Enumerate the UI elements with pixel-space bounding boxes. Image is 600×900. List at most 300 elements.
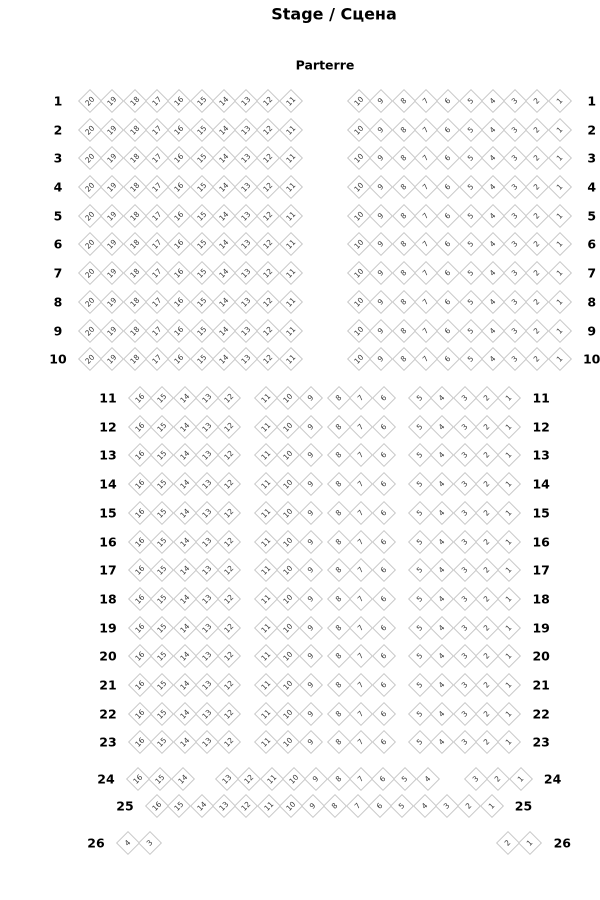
seat-row11-num2[interactable] [475,386,499,410]
seat-row22-num8[interactable] [327,702,351,726]
seat-row7-num1[interactable] [548,261,572,285]
seat-row21-num5[interactable] [408,673,432,697]
seat-row3-num18[interactable] [123,146,147,170]
seat-row1-num15[interactable] [189,89,213,113]
seat-row20-num12[interactable] [217,644,241,668]
seat-row18-num11[interactable] [254,587,278,611]
seat-row16-num11[interactable] [254,530,278,554]
seat-row10-num12[interactable] [256,347,280,371]
seat-row12-num12[interactable] [217,415,241,439]
seat-row7-num15[interactable] [189,261,213,285]
seat-row14-num14[interactable] [173,472,197,496]
seat-row10-num8[interactable] [392,347,416,371]
seat-row22-num3[interactable] [453,702,477,726]
seat-row3-num16[interactable] [167,146,191,170]
seat-row18-num5[interactable] [408,587,432,611]
seat-row13-num3[interactable] [453,443,477,467]
seat-row14-num10[interactable] [276,472,300,496]
seat-row3-num9[interactable] [369,146,393,170]
seat-row15-num9[interactable] [299,501,323,525]
seat-row13-num2[interactable] [475,443,499,467]
seat-row5-num15[interactable] [189,204,213,228]
seat-row8-num3[interactable] [503,290,527,314]
seat-row6-num16[interactable] [167,232,191,256]
seat-row12-num5[interactable] [408,415,432,439]
seat-row3-num5[interactable] [458,146,482,170]
seat-row4-num12[interactable] [256,175,280,199]
seat-row19-num2[interactable] [475,616,499,640]
seat-row17-num1[interactable] [497,558,521,582]
seat-row10-num2[interactable] [525,347,549,371]
seat-row8-num16[interactable] [167,290,191,314]
seat-row17-num2[interactable] [475,558,499,582]
seat-row8-num7[interactable] [414,290,438,314]
seat-row22-num13[interactable] [195,702,219,726]
seat-row9-num13[interactable] [234,319,258,343]
seat-row17-num10[interactable] [276,558,300,582]
seat-row10-num18[interactable] [123,347,147,371]
seat-row6-num8[interactable] [392,232,416,256]
seat-row19-num13[interactable] [195,616,219,640]
seat-row12-num2[interactable] [475,415,499,439]
seat-row22-num15[interactable] [150,702,174,726]
seat-row19-num8[interactable] [327,616,351,640]
seat-row13-num10[interactable] [276,443,300,467]
seat-row10-num3[interactable] [503,347,527,371]
seat-row15-num14[interactable] [173,501,197,525]
seat-row14-num5[interactable] [408,472,432,496]
seat-row23-num2[interactable] [475,730,499,754]
seat-row15-num5[interactable] [408,501,432,525]
seat-row7-num18[interactable] [123,261,147,285]
seat-row16-num6[interactable] [372,530,396,554]
seat-row4-num9[interactable] [369,175,393,199]
seat-row7-num2[interactable] [525,261,549,285]
seat-row11-num14[interactable] [173,386,197,410]
seat-row15-num6[interactable] [372,501,396,525]
seat-row16-num9[interactable] [299,530,323,554]
seat-row8-num18[interactable] [123,290,147,314]
seat-row24-num1[interactable] [509,767,533,791]
seat-row23-num13[interactable] [195,730,219,754]
seat-row24-num13[interactable] [215,767,239,791]
seat-row7-num20[interactable] [78,261,102,285]
seat-row19-num6[interactable] [372,616,396,640]
seat-row2-num18[interactable] [123,118,147,142]
seat-row7-num4[interactable] [481,261,505,285]
seat-row18-num16[interactable] [128,587,152,611]
seat-row6-num13[interactable] [234,232,258,256]
seat-row25-num1[interactable] [479,794,503,818]
seat-row23-num10[interactable] [276,730,300,754]
seat-row14-num15[interactable] [150,472,174,496]
seat-row16-num7[interactable] [349,530,373,554]
seat-row26-num3[interactable] [138,831,162,855]
seat-row8-num2[interactable] [525,290,549,314]
seat-row19-num7[interactable] [349,616,373,640]
seat-row5-num3[interactable] [503,204,527,228]
seat-row13-num12[interactable] [217,443,241,467]
seat-row4-num10[interactable] [347,175,371,199]
seat-row17-num7[interactable] [349,558,373,582]
seat-row9-num17[interactable] [145,319,169,343]
seat-row9-num15[interactable] [189,319,213,343]
seat-row5-num19[interactable] [100,204,124,228]
seat-row10-num15[interactable] [189,347,213,371]
seat-row21-num1[interactable] [497,673,521,697]
seat-row8-num17[interactable] [145,290,169,314]
seat-row5-num2[interactable] [525,204,549,228]
seat-row10-num20[interactable] [78,347,102,371]
seat-row9-num4[interactable] [481,319,505,343]
seat-row21-num15[interactable] [150,673,174,697]
seat-row3-num13[interactable] [234,146,258,170]
seat-row12-num1[interactable] [497,415,521,439]
seat-row24-num4[interactable] [416,767,440,791]
seat-row14-num11[interactable] [254,472,278,496]
seat-row20-num13[interactable] [195,644,219,668]
seat-row6-num7[interactable] [414,232,438,256]
seat-row5-num11[interactable] [279,204,303,228]
seat-row19-num16[interactable] [128,616,152,640]
seat-row18-num10[interactable] [276,587,300,611]
seat-row5-num5[interactable] [458,204,482,228]
seat-row13-num4[interactable] [430,443,454,467]
seat-row9-num7[interactable] [414,319,438,343]
seat-row14-num2[interactable] [475,472,499,496]
seat-row21-num9[interactable] [299,673,323,697]
seat-row20-num6[interactable] [372,644,396,668]
seat-row15-num1[interactable] [497,501,521,525]
seat-row21-num11[interactable] [254,673,278,697]
seat-row13-num14[interactable] [173,443,197,467]
seat-row25-num4[interactable] [413,794,437,818]
seat-row20-num7[interactable] [349,644,373,668]
seat-row3-num14[interactable] [212,146,236,170]
seat-row16-num10[interactable] [276,530,300,554]
seat-row8-num11[interactable] [279,290,303,314]
seat-row1-num8[interactable] [392,89,416,113]
seat-row5-num20[interactable] [78,204,102,228]
seat-row16-num2[interactable] [475,530,499,554]
seat-row19-num14[interactable] [173,616,197,640]
seat-row4-num13[interactable] [234,175,258,199]
seat-row20-num11[interactable] [254,644,278,668]
seat-row18-num3[interactable] [453,587,477,611]
seat-row5-num12[interactable] [256,204,280,228]
seat-row11-num16[interactable] [128,386,152,410]
seat-row1-num5[interactable] [458,89,482,113]
seat-row2-num10[interactable] [347,118,371,142]
seat-row10-num17[interactable] [145,347,169,371]
seat-row3-num19[interactable] [100,146,124,170]
seat-row9-num14[interactable] [212,319,236,343]
seat-row8-num20[interactable] [78,290,102,314]
seat-row13-num13[interactable] [195,443,219,467]
seat-row2-num17[interactable] [145,118,169,142]
seat-row4-num3[interactable] [503,175,527,199]
seat-row23-num3[interactable] [453,730,477,754]
seat-row15-num3[interactable] [453,501,477,525]
seat-row26-num1[interactable] [518,831,542,855]
seat-row9-num18[interactable] [123,319,147,343]
seat-row16-num4[interactable] [430,530,454,554]
seat-row2-num19[interactable] [100,118,124,142]
seat-row11-num8[interactable] [327,386,351,410]
seat-row14-num12[interactable] [217,472,241,496]
seat-row12-num11[interactable] [254,415,278,439]
seat-row9-num16[interactable] [167,319,191,343]
seat-row12-num16[interactable] [128,415,152,439]
seat-row12-num9[interactable] [299,415,323,439]
seat-row19-num9[interactable] [299,616,323,640]
seat-row9-num10[interactable] [347,319,371,343]
seat-row22-num1[interactable] [497,702,521,726]
seat-row20-num14[interactable] [173,644,197,668]
seat-row12-num15[interactable] [150,415,174,439]
seat-row22-num4[interactable] [430,702,454,726]
seat-row25-num7[interactable] [346,794,370,818]
seat-row5-num1[interactable] [548,204,572,228]
seat-row6-num20[interactable] [78,232,102,256]
seat-row15-num4[interactable] [430,501,454,525]
seat-row3-num10[interactable] [347,146,371,170]
seat-row10-num5[interactable] [458,347,482,371]
seat-row6-num14[interactable] [212,232,236,256]
seat-row6-num5[interactable] [458,232,482,256]
seat-row4-num7[interactable] [414,175,438,199]
seat-row24-num6[interactable] [371,767,395,791]
seat-row11-num6[interactable] [372,386,396,410]
seat-row18-num7[interactable] [349,587,373,611]
seat-row17-num13[interactable] [195,558,219,582]
seat-row3-num3[interactable] [503,146,527,170]
seat-row20-num1[interactable] [497,644,521,668]
seat-row23-num11[interactable] [254,730,278,754]
seat-row17-num5[interactable] [408,558,432,582]
seat-row23-num14[interactable] [173,730,197,754]
seat-row21-num2[interactable] [475,673,499,697]
seat-row9-num11[interactable] [279,319,303,343]
seat-row22-num2[interactable] [475,702,499,726]
seat-row8-num12[interactable] [256,290,280,314]
seat-row25-num13[interactable] [212,794,236,818]
seat-row16-num3[interactable] [453,530,477,554]
seat-row15-num2[interactable] [475,501,499,525]
seat-row7-num14[interactable] [212,261,236,285]
seat-row22-num6[interactable] [372,702,396,726]
seat-row4-num20[interactable] [78,175,102,199]
seat-row2-num20[interactable] [78,118,102,142]
seat-row1-num7[interactable] [414,89,438,113]
seat-row1-num13[interactable] [234,89,258,113]
seat-row25-num15[interactable] [167,794,191,818]
seat-row15-num12[interactable] [217,501,241,525]
seat-row21-num10[interactable] [276,673,300,697]
seat-row11-num15[interactable] [150,386,174,410]
seat-row4-num1[interactable] [548,175,572,199]
seat-row14-num8[interactable] [327,472,351,496]
seat-row24-num5[interactable] [393,767,417,791]
seat-row10-num9[interactable] [369,347,393,371]
seat-row6-num2[interactable] [525,232,549,256]
seat-row25-num2[interactable] [457,794,481,818]
seat-row8-num4[interactable] [481,290,505,314]
seat-row8-num10[interactable] [347,290,371,314]
seat-row5-num18[interactable] [123,204,147,228]
seat-row4-num8[interactable] [392,175,416,199]
seat-row14-num3[interactable] [453,472,477,496]
seat-row7-num12[interactable] [256,261,280,285]
seat-row12-num7[interactable] [349,415,373,439]
seat-row15-num16[interactable] [128,501,152,525]
seat-row19-num1[interactable] [497,616,521,640]
seat-row1-num2[interactable] [525,89,549,113]
seat-row1-num17[interactable] [145,89,169,113]
seat-row16-num15[interactable] [150,530,174,554]
seat-row15-num8[interactable] [327,501,351,525]
seat-row6-num9[interactable] [369,232,393,256]
seat-row13-num8[interactable] [327,443,351,467]
seat-row3-num11[interactable] [279,146,303,170]
seat-row13-num9[interactable] [299,443,323,467]
seat-row14-num6[interactable] [372,472,396,496]
seat-row20-num15[interactable] [150,644,174,668]
seat-row18-num8[interactable] [327,587,351,611]
seat-row9-num2[interactable] [525,319,549,343]
seat-row19-num15[interactable] [150,616,174,640]
seat-row22-num7[interactable] [349,702,373,726]
seat-row2-num14[interactable] [212,118,236,142]
seat-row24-num11[interactable] [260,767,284,791]
seat-row14-num13[interactable] [195,472,219,496]
seat-row25-num3[interactable] [435,794,459,818]
seat-row8-num5[interactable] [458,290,482,314]
seat-row18-num12[interactable] [217,587,241,611]
seat-row4-num11[interactable] [279,175,303,199]
seat-row1-num3[interactable] [503,89,527,113]
seat-row7-num10[interactable] [347,261,371,285]
seat-row17-num9[interactable] [299,558,323,582]
seat-row21-num6[interactable] [372,673,396,697]
seat-row7-num16[interactable] [167,261,191,285]
seat-row9-num20[interactable] [78,319,102,343]
seat-row18-num1[interactable] [497,587,521,611]
seat-row13-num5[interactable] [408,443,432,467]
seat-row5-num13[interactable] [234,204,258,228]
seat-row25-num16[interactable] [145,794,169,818]
seat-row10-num16[interactable] [167,347,191,371]
seat-row12-num13[interactable] [195,415,219,439]
seat-row14-num9[interactable] [299,472,323,496]
seat-row9-num1[interactable] [548,319,572,343]
seat-row22-num11[interactable] [254,702,278,726]
seat-row22-num10[interactable] [276,702,300,726]
seat-row2-num7[interactable] [414,118,438,142]
seat-row17-num16[interactable] [128,558,152,582]
seat-row17-num4[interactable] [430,558,454,582]
seat-row19-num5[interactable] [408,616,432,640]
seat-row2-num13[interactable] [234,118,258,142]
seat-row17-num15[interactable] [150,558,174,582]
seat-row3-num7[interactable] [414,146,438,170]
seat-row10-num1[interactable] [548,347,572,371]
seat-row23-num7[interactable] [349,730,373,754]
seat-row19-num3[interactable] [453,616,477,640]
seat-row19-num4[interactable] [430,616,454,640]
seat-row4-num17[interactable] [145,175,169,199]
seat-row4-num19[interactable] [100,175,124,199]
seat-row25-num12[interactable] [234,794,258,818]
seat-row18-num9[interactable] [299,587,323,611]
seat-row10-num4[interactable] [481,347,505,371]
seat-row18-num15[interactable] [150,587,174,611]
seat-row3-num6[interactable] [436,146,460,170]
seat-row4-num5[interactable] [458,175,482,199]
seat-row20-num3[interactable] [453,644,477,668]
seat-row16-num16[interactable] [128,530,152,554]
seat-row13-num15[interactable] [150,443,174,467]
seat-row24-num3[interactable] [464,767,488,791]
seat-row24-num16[interactable] [126,767,150,791]
seat-row9-num9[interactable] [369,319,393,343]
seat-row7-num7[interactable] [414,261,438,285]
seat-row14-num1[interactable] [497,472,521,496]
seat-row5-num16[interactable] [167,204,191,228]
seat-row2-num6[interactable] [436,118,460,142]
seat-row1-num16[interactable] [167,89,191,113]
seat-row17-num12[interactable] [217,558,241,582]
seat-row11-num11[interactable] [254,386,278,410]
seat-row22-num14[interactable] [173,702,197,726]
seat-row5-num7[interactable] [414,204,438,228]
seat-row4-num15[interactable] [189,175,213,199]
seat-row2-num4[interactable] [481,118,505,142]
seat-row23-num1[interactable] [497,730,521,754]
seat-row1-num1[interactable] [548,89,572,113]
seat-row11-num4[interactable] [430,386,454,410]
seat-row23-num9[interactable] [299,730,323,754]
seat-row18-num13[interactable] [195,587,219,611]
seat-row16-num8[interactable] [327,530,351,554]
seat-row24-num7[interactable] [349,767,373,791]
seat-row6-num11[interactable] [279,232,303,256]
seat-row7-num9[interactable] [369,261,393,285]
seat-row7-num11[interactable] [279,261,303,285]
seat-row15-num13[interactable] [195,501,219,525]
seat-row8-num6[interactable] [436,290,460,314]
seat-row2-num1[interactable] [548,118,572,142]
seat-row13-num7[interactable] [349,443,373,467]
seat-row10-num7[interactable] [414,347,438,371]
seat-row6-num12[interactable] [256,232,280,256]
seat-row10-num11[interactable] [279,347,303,371]
seat-row1-num20[interactable] [78,89,102,113]
seat-row24-num14[interactable] [171,767,195,791]
seat-row25-num10[interactable] [279,794,303,818]
seat-row21-num13[interactable] [195,673,219,697]
seat-row22-num5[interactable] [408,702,432,726]
seat-row3-num8[interactable] [392,146,416,170]
seat-row18-num14[interactable] [173,587,197,611]
seat-row23-num5[interactable] [408,730,432,754]
seat-row2-num2[interactable] [525,118,549,142]
seat-row8-num1[interactable] [548,290,572,314]
seat-row24-num12[interactable] [237,767,261,791]
seat-row1-num4[interactable] [481,89,505,113]
seat-row1-num11[interactable] [279,89,303,113]
seat-row21-num8[interactable] [327,673,351,697]
